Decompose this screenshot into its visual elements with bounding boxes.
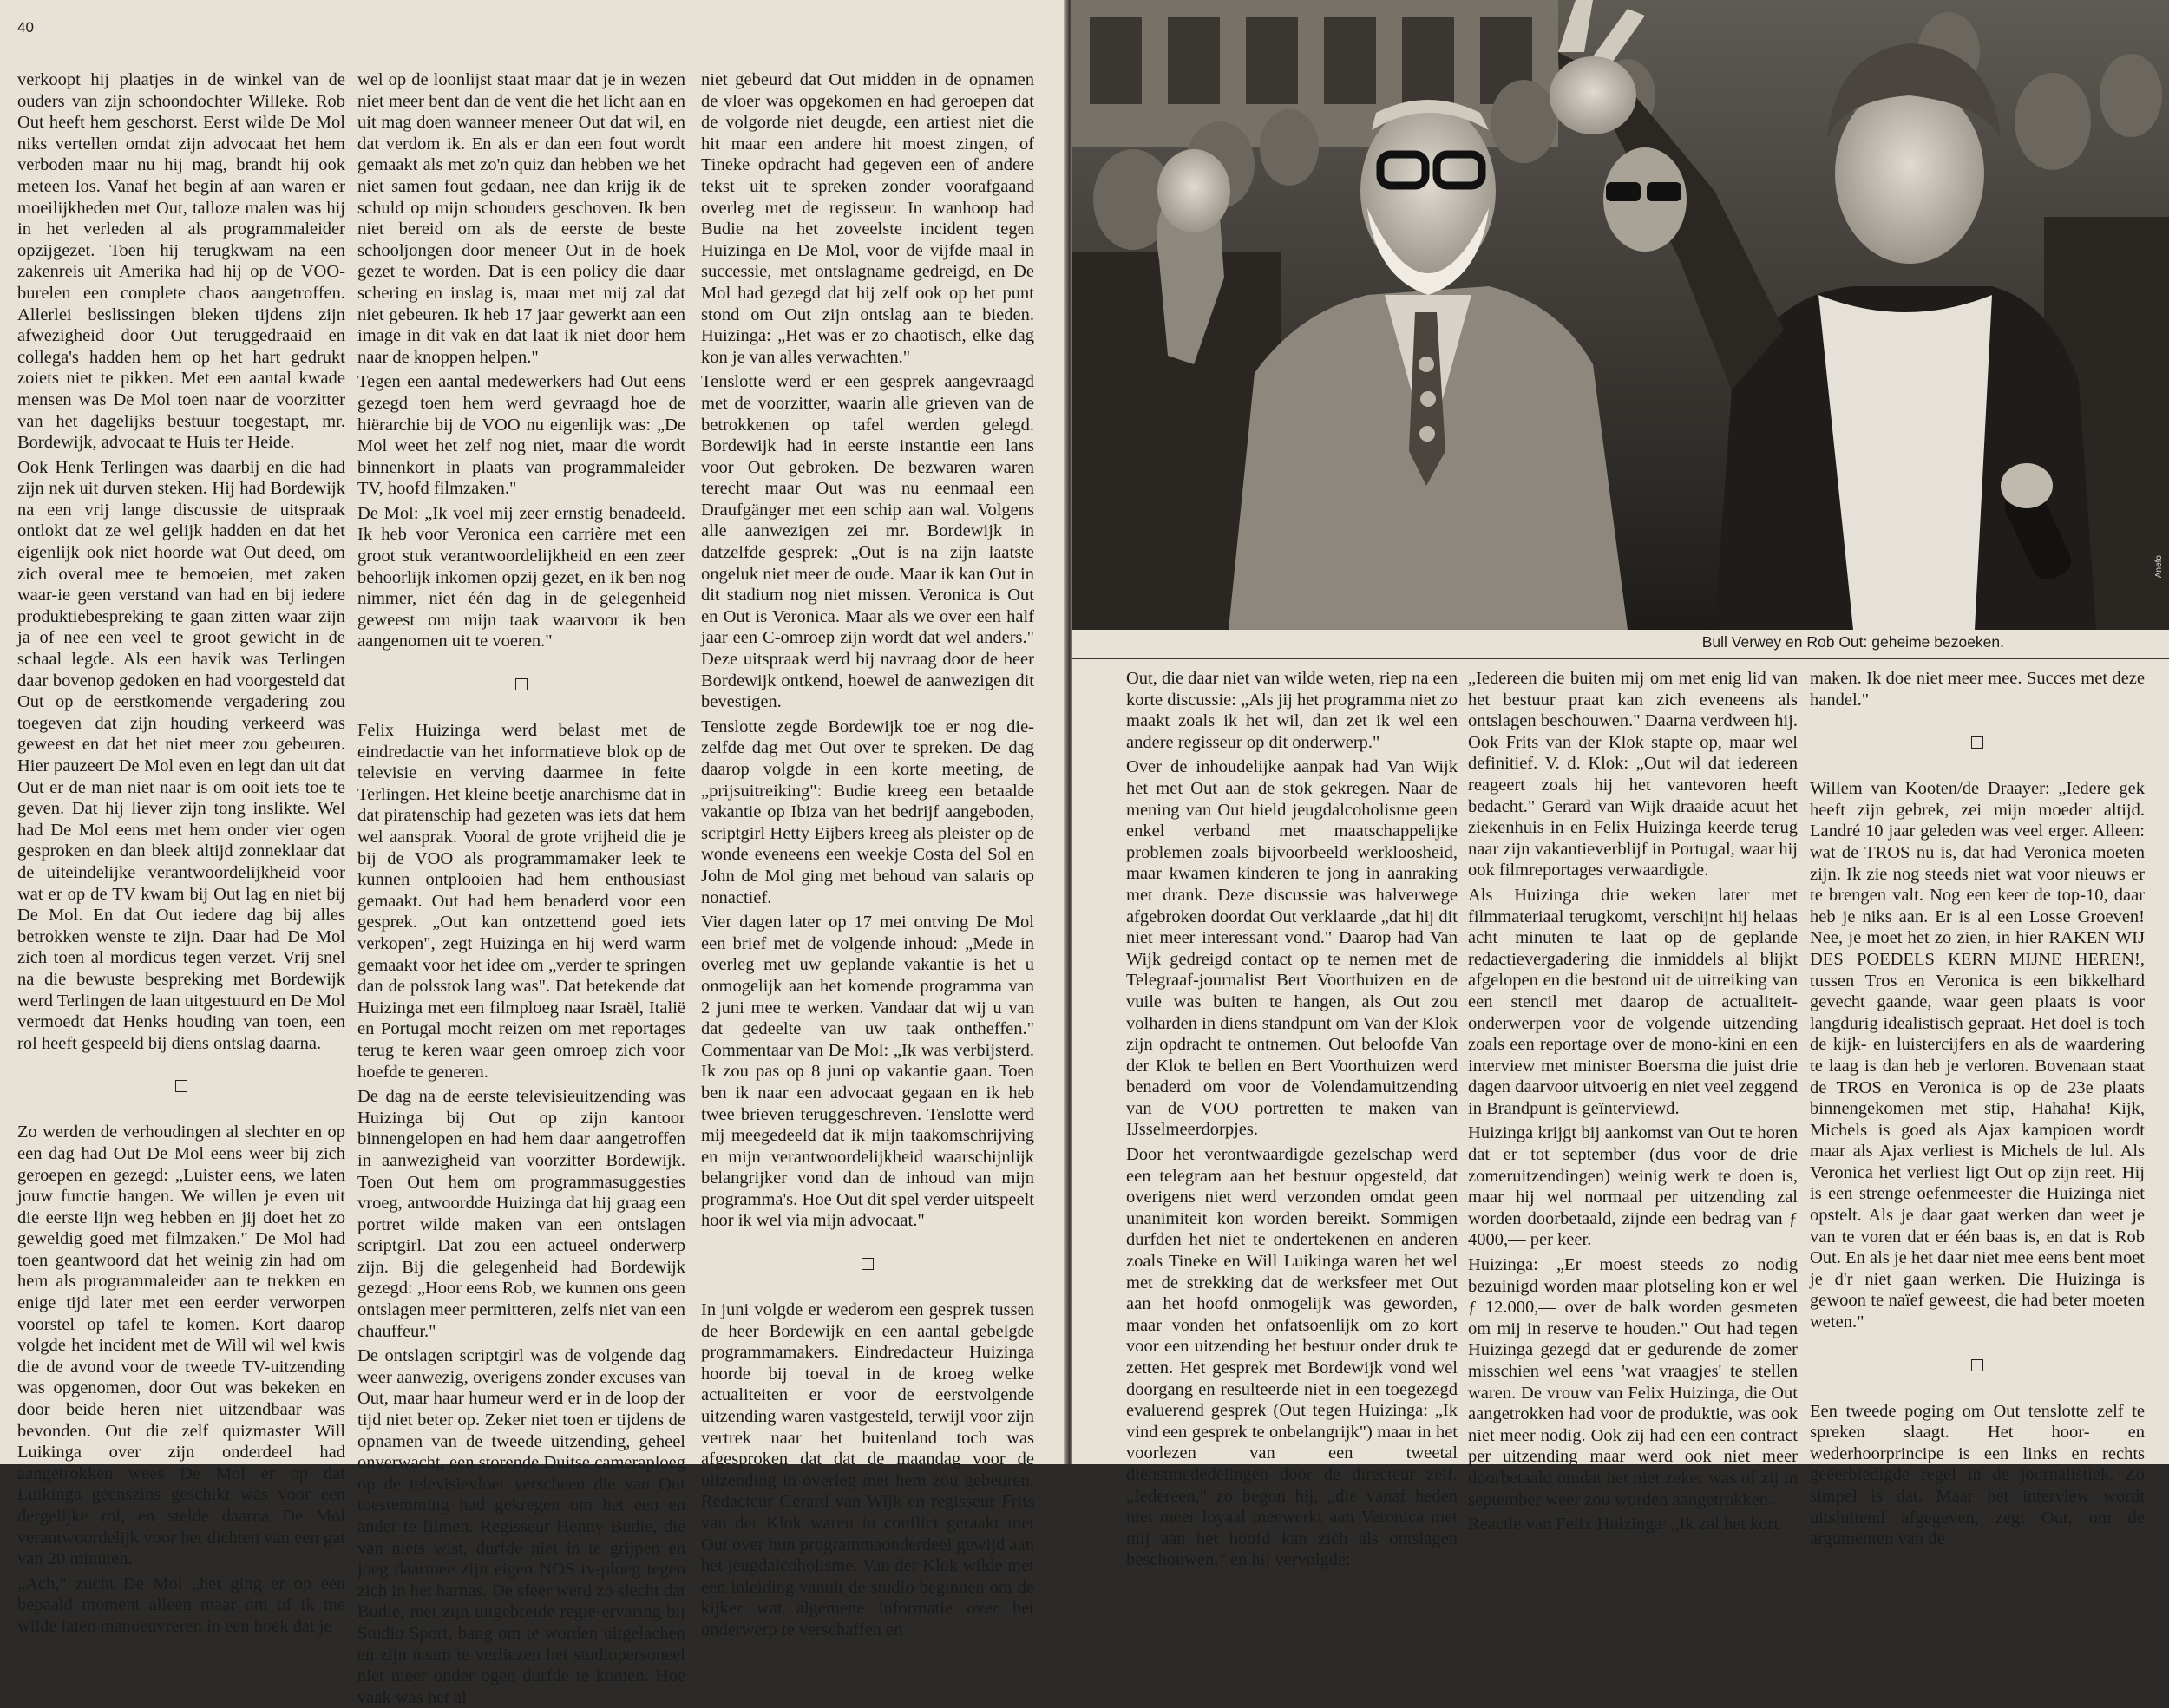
paragraph: Tenslotte zegde Bordewijk toe er nog die-zelfde dag met Out over te spreken. De dag daarop volgde in een korte meeting, de „prijsuitreiking": Budie kreeg een betaalde vakantie op Ibiza van het bedrijf aangeboden, scriptgirl Hetty Eijbers kreeg als pleister op de wonde eveneens een weekje Costa del Sol en John de Mol ging met behoud van salaris op nonactief. xyxy=(701,717,1034,907)
news-photo xyxy=(1072,0,2169,630)
paragraph: Out, die daar niet van wilde weten, riep na een korte discussie: „Als jij het programma niet zo maakt zoals ik het wil, dan zet ik wel een andere regisseur op dit onderwerp." xyxy=(1126,669,1458,752)
paragraph: Een tweede poging om Out tenslotte zelf te spreken slaagt. Het hoor- en wederhoorprincipe is een links en rechts geëerbiedigde regel in de journalistiek. Zo simpel is dat. Maar het interview wordt uitsluitend afgegeven, zegt Out, om de argumenten van de xyxy=(1810,1401,2145,1549)
paragraph: niet gebeurd dat Out midden in de opnamen de vloer was opgekomen en had geroepen dat de volgorde niet deugde, een artiest niet die hit maar een andere hit moest zingen, of Tineke opdracht had gegeven een of andere tekst uit te spreken zonder voorafgaand overleg met de regisseur. In wanhoop had Budie na het zoveelste incident tegen Huizinga en De Mol, voor de vijfde maal in successie, met ontslagname gedreigd, en De Mol had gezegd dat hij zelf ook op het punt stond om Out zijn ontslag aan te bieden. Huizinga: „Het was er zo chaotisch, elke dag kon je van alles verwachten." xyxy=(701,70,1034,367)
photo-credit: Anefo xyxy=(2154,555,2164,579)
paragraph: De ontslagen scriptgirl was de volgende dag weer aanwezig, overigens zonder excuses van Out, maar haar humeur werd er in de loop der tijd niet beter op. Zeker niet toen er tijdens de opnamen van de tweede uitzending, geheel onverwacht, een storende Duitse cameraploeg op de televisievloer verscheen die van Out toestemming had gekregen om het een en ander te filmen. Regisseur Henny Budie, die van niets wist, durfde niet in te grijpen en joeg daarmee zijn eigen NOS tv-ploeg tegen zich in het harnas. De sfeer werd zo slecht dat Budie, met zijn uitgebreide regie-ervaring bij Studio Sport, bang om te worden uitgelachen en zijn naam te verliezen het studiopersoneel niet meer onder ogen durfde te komen. Hoe vaak was het al xyxy=(357,1346,685,1707)
left-page xyxy=(0,0,1065,1707)
right-column-3 xyxy=(1810,668,2145,1550)
paragraph: Reactie van Felix Huizinga: „Ik zal het kort xyxy=(1468,1515,1779,1535)
paragraph: In juni volgde er wederom een gesprek tussen de heer Bordewijk en een aantal gebelgde programmamakers. Eindredacteur Huizinga hoorde bij toeval in de kroeg welke actualiteiten er voor de eerstvolgende uitzending waren vastgesteld, terwijl voor zijn vertrek naar het buitenland toch was afgesproken dat dat de maandag voor de uitzending in overleg met hem zou gebeuren. Redacteur Gerard van Wijk en regisseur Frits van der Klok waren in conflict geraakt met Out over hun programmaonderdeel gewijd aan het jeugdalcoholisme. Van der Klok wilde met een inleiding vanuit de studio beginnen om de kijker wat algemene informatie over het onderwerp te verschaffen en xyxy=(701,1300,1034,1639)
section-separator xyxy=(175,1080,187,1092)
right-column-1 xyxy=(1126,668,1458,1571)
section-separator xyxy=(515,678,528,690)
right-column-2 xyxy=(1468,668,1798,1535)
paragraph: wel op de loonlijst staat maar dat je in wezen niet meer bent dan de vent die het licht aan en uit mag doen wanneer meneer Out dat wil, en dat verdom ik. En als er dan een fout wordt gemaakt als met zo'n quiz dan hebben we het niet samen fout gedaan, nee dan krijg ik de schuld op mijn schouders geschoven. Ik ben niet bereid om als de eerste de beste schooljongen door meneer Out in de hoek gezet te worden. Dat is een policy die daar schering en inslag is, maar met mij zal dat niet gebeuren. Ik heb 17 jaar gewerkt aan een image in dit vak en dat laat ik niet door hem naar de knoppen helpen." xyxy=(357,70,685,367)
right-page xyxy=(1072,0,2169,1570)
paragraph: Als Huizinga drie weken later met filmmateriaal terugkomt, verschijnt hij helaas acht minuten te laat op de geplande redactievergadering die inmiddels al blijkt afgelopen en die bestond uit de uitreiking van een stencil met daarop de actualiteit-onderwerpen voor de volgende uitzending zoals een reportage over de mono-kini en een interview met minister Boersma die juist drie dagen daarvoor uitvoerig en niet veel zeggend in Brandpunt is geïnterviewd. xyxy=(1468,885,1798,1118)
paragraph: verkoopt hij plaatjes in de winkel van de ouders van zijn schoondochter Willeke. Rob Out heeft hem geschorst. Eerst wilde De Mol niks vertellen omdat zijn advocaat het hem verboden maar nu hij mag, brandt hij ook meteen los. Vanaf het begin af aan waren er moeilijkheden met Out, talloze malen was hij in het verleden al als programmaleider opzijgezet. Toen hij terugkwam na een zakenreis uit Amerika had hij op de VOO-burelen een complete chaos aangetroffen. Allerlei beslissingen bleken tijdens zijn afwezigheid door Out teruggedraaid en collega's hadden hem op het hart gedrukt zoiets niet te pikken. Met een aantal kwade mensen was De Mol toen naar de voorzitter van het dagelijks bestuur toegestapt, mr. Bordewijk, advocaat te Huis ter Heide. xyxy=(17,70,345,453)
paragraph: Willem van Kooten/de Draayer: „Iedere gek heeft zijn gebrek, zei mijn moeder altijd. Landré 10 jaar geleden was veel erger. Alleen: wat de TROS nu is, dat had Veronica moeten zijn. Ik zie nog steeds niet wat voor nieuws er te brengen valt. Nog een keer de top-10, daar heb je niks aan. Er is al een Losse Groeven! Nee, je moet het zo zien, in hier RAKEN WIJ DES POEDELS KERN MIJNE HEREN!, tussen Tros en Veronica is een bikkelhard gevecht gaande, waar geen plaats is voor langdurig idealistisch gepraat. Het doel is toch de kijk- en luistercijfers en als de waardering te laag is dan heb je verloren. Bovenaan staat de TROS en Veronica is op de 23e plaats binnengekomen met stip, Hahaha! Kijk, Michels is goed als Ajax kampioen wordt maar als Ajax verliest is Michels de lul. Als Veronica het verliest ligt Out op zijn reet. Hij is een strenge oefenmeester die Huizinga niet opstelt. Als je daar gaat werken dan weet je van te voren dat er één baas is, en dat is Rob Out. En als je het daar niet mee eens bent moet je d'r niet gaan werken. Die Huizinga is gewoon te naïef geweest, die had beter moeten weten." xyxy=(1810,779,2145,1332)
photo-caption: Bull Verwey en Rob Out: geheime bezoeken. xyxy=(1701,633,2004,651)
paragraph: Over de inhoudelijke aanpak had Van Wijk het met Out aan de stok gekregen. Naar de mening van Out hield jeugdalcoholisme geen enkel verband met maatschappelijke problemen zoals bijvoorbeeld werkloosheid, maar kwamen kinderen te jong in aanraking met drank. Deze discussie was halverwege afgebroken doordat Out verklaarde „dat hij dit niet meer interessant vond." Daarop had Van Wijk gedreigd contact op te nemen met de Telegraaf-journalist Bert Voorthuizen en de vuile was buiten te hangen, als Out zou volharden in diens standpunt om Van der Klok zijn opdracht te ontnemen. Out beloofde Van der Klok te bellen en Bert Voorthuizen werd benaderd om voor de Volendamuitzending van de VOO portretten te maken van IJsselmeerdorpjes. xyxy=(1126,757,1458,1140)
paragraph: maken. Ik doe niet meer mee. Succes met deze handel." xyxy=(1810,669,2145,710)
section-separator xyxy=(1971,736,1983,749)
paragraph: De Mol: „Ik voel mij zeer ernstig benadeeld. Ik heb voor Veronica een carrière met een groot stuk verantwoordelijkheid en een zeer behoorlijk inkomen opzij gezet, en ik ben nog nimmer, niet één dag in de gelegenheid geweest om mijn taak waarvoor ik ben aangenomen uit te voeren." xyxy=(357,503,685,651)
photo-illustration xyxy=(1072,0,2169,630)
left-column-3 xyxy=(701,69,1034,1641)
paragraph: Ook Henk Terlingen was daarbij en die had zijn nek uit durven steken. Hij had Bordewijk na een vrij lange discussie de uitspraak ontlokt dat ze wel gelijk hadden en dat het eigenlijk ook niet hoorde wat Out deed, om zich overal mee te bemoeien, met zaken waar-ie geen verstand van had en bij iedere produktiebespreking te gaan zitten waar zijn ja of nee een veel te groot gewicht in de schaal legde. Als een havik was Terlingen daar bovenop gedoken en had voorgesteld dat Out op de eerstkomende vergadering zou toegeven dat zijn houding verkeerd was geweest en dat het niet meer zou gebeuren. Hier pauzeert De Mol even en legt dan uit dat Out er de man niet naar is om ooit iets toe te geven. Dat hij liever zijn tong inslikte. Wel had De Mol eens met hem onder vier ogen gesproken en dan bleek altijd zonneklaar dat de uiteindelijke verantwoordelijkheid voor wat er op de TV kwam bij Out lag en niet bij De Mol. En dat Out iedere dag bij alles betrokken wenste te zijn. Daar had De Mol zich toen al mordicus tegen verzet. Vrij snel na die bewuste bespreking met Bordewijk werd Terlingen de laan uitgestuurd en De Mol vermoedt dat Henks houding van toen, een rol heeft gespeeld bij diens ontslag daarna. xyxy=(17,457,345,1053)
section-separator xyxy=(1971,1359,1983,1371)
paragraph: „Iedereen die buiten mij om met enig lid van het bestuur praat kan zich eveneens als ontslagen beschouwen." Daarna verdween hij. Ook Frits van der Klok stapte op, maar wel definitief. V. d. Klok: „Out wil dat iedereen reageert zoals hij het vantevoren heeft bedacht." Gerard van Wijk draaide acuut het ziekenhuis in en Felix Huizinga keerde terug naar zijn vakantieverblijf in Portugal, waar hij ook filmreportages verwaardigde. xyxy=(1468,669,1798,880)
paragraph: Vier dagen later op 17 mei ontving De Mol een brief met de volgende inhoud: „Mede in overleg met uw geplande vakantie is het u onmogelijk aan het komende programma van 2 juni mee te werken. Vandaar dat wij u van dat gedeelte van uw taak ontheffen." Commentaar van De Mol: „Ik was verbijsterd. Ik zou pas op 8 juni op vakantie gaan. Toen ben ik naar een advocaat gegaan en ik heb twee brieven teruggeschreven. Tenslotte werd mij meegedeeld dat ik mijn taakomschrijving en mijn verantwoordelijkheid waarschijnlijk belangrijker vond dan de inhoud van mijn programma's. Hoe Out dit spel verder uitspeelt hoor ik wel via mijn advocaat." xyxy=(701,913,1034,1231)
paragraph: De dag na de eerste televisieuitzending was Huizinga bij Out op zijn kantoor binnengelopen en had hem daar aangetroffen in aanwezigheid van voorzitter Bordewijk. Toen Out hem om programmasuggesties vroeg, antwoordde Huizinga dat hij graag een portret wilde maken van een ontslagen scriptgirl. Dat zou een actueel onderwerp zijn. Bij die gelegenheid had Bordewijk gezegd: „Hoor eens Rob, we kunnen ons geen ontslagen meer permitteren, zelfs niet van een chauffeur." xyxy=(357,1087,685,1341)
paragraph: Felix Huizinga werd belast met de eindredactie van het informatieve blok op de televisie en verving daarmee in feite Terlingen. Het kleine beetje anarchisme dat in dat piratenschip had gezeten was iets dat hem wel aansprak. Vooral de grote vrijheid die je bij de VOO als programmamaker leek te kunnen ontplooien had hem enthousiast gemaakt. Out had hem benaderd voor een gesprek. „Out kan ontzettend goed iets verkopen", zegt Huizinga en hij werd warm gemaakt voor het idee om „verder te springen dan de polsstok lang was". Dat betekende dat Huizinga met een filmploeg naar Israël, Italië en Portugal mocht reizen om met reportages terug te keren waar geen omroep zich voor hoefde te generen. xyxy=(357,721,685,1082)
section-separator xyxy=(862,1258,874,1270)
left-column-2 xyxy=(357,69,685,1708)
paragraph: Door het verontwaardigde gezelschap werd een telegram aan het bestuur opgesteld, dat overigens niet werd verzonden omdat geen unanimiteit kon worden bereikt. Sommigen durfden het niet te ondertekenen en anderen zoals Tineke en Will Luikinga waren het wel met de strekking dat de werksfeer met Out aan het hoofd onmogelijk was geworden, maar vonden het onfatsoenlijk om zo kort voor een uitzending het bestuur onder druk te zetten. Het gesprek met Bordewijk vond wel doorgang en resulteerde niet in een toegezegd evaluerend gesprek (Out tegen Huizinga: „Ik vind een gesprek te onbelangrijk") maar in het voorlezen van een tweetal dienstmededelingen door de directeur zelf. „Iedereen," zo begon hij, „die vanaf heden niet meer loyaal meewerkt aan Veronica met mij aan het hoofd kan zich als ontslagen beschouwen," en hij vervolgde: xyxy=(1126,1145,1458,1570)
page-number: 40 xyxy=(17,19,34,36)
paragraph: Huizinga: „Er moest steeds zo nodig bezuinigd worden maar plotseling kon er wel ƒ 12.000,— over de balk worden gesmeten om mij in reserve te houden." Out had tegen Huizinga gezegd dat er gedurende de zomer misschien wel eens 'wat vraagjes' te stellen waren. De vrouw van Felix Huizinga, die Out aangetrokken had voor de produktie, was ook niet meer nodig. Ook zij had een een contract per uitzending maar werd ook niet meer doorbetaald omdat het niet zeker was of zij in september weer zou worden aangetrokken. xyxy=(1468,1255,1798,1509)
caption-rule xyxy=(1072,658,2169,659)
paragraph: Huizinga krijgt bij aankomst van Out te horen dat er tot september (dus voor de drie zomeruitzendingen) weinig werk te doen is, maar hij wel normaal per uitzending zal worden doorbetaald, zijnde een bedrag van ƒ 4000,— per keer. xyxy=(1468,1123,1798,1250)
paragraph: „Ach," zucht De Mol „het ging er op een bepaald moment alleen maar om of ik me wilde laten manoeuvreren in een hoek dat je xyxy=(17,1574,345,1636)
paragraph: Tenslotte werd er een gesprek aangevraagd met de voorzitter, waarin alle grieven van de betrokkenen op tafel werden gelegd. Bordewijk had in eerste instantie een lans voor Out gebroken. De bezwaren waren terecht maar Out was nu eenmaal een Draufgänger met een schip aan wal. Volgens alle aanwezigen zei mr. Bordewijk in datzelfde gesprek: „Out is na zijn laatste ongeluk niet meer de oude. Maar ik kan Out in dit stadium nog niet missen. Veronica is Out en Out is Veronica. Maar als we over een half jaar een C-omroep zijn wordt dat wel anders." Deze uitspraak werd bij navraag door de heer Bordewijk ontkend, hoewel de aanwezigen dit bevestigen. xyxy=(701,372,1034,712)
left-column-1 xyxy=(17,69,345,1638)
paragraph: Zo werden de verhoudingen al slechter en op een dag had Out De Mol eens weer bij zich geroepen en gezegd: „Luister eens, we laten jouw functie hangen. We willen je even uit die eerste lijn weg hebben en jij doet het zo geweldig goed met filmzaken." De Mol had toen geantwoord dat het weinig zin had om hem als programmaleider aan te trekken en enige tijd later met een eerder verworpen voorstel op tafel te komen. Kort daarop volgde het incident met de Will wil wel kwis die de avond voor de tweede TV-uitzending was opgenomen, door Out was bekeken en door beide heren niet uitzendbaar was bevonden. Out die zelf quizmaster Will Luikinga over zijn onderdeel had aangetrokken wees De Mol er op dat Luikinga geenszins geschikt was voor een dergelijke rol, en stelde daarna De Mol verantwoordelijk voor het dichten van een gat van 20 minuten. xyxy=(17,1122,345,1569)
paragraph: Tegen een aantal medewerkers had Out eens gezegd toen hem werd gevraagd hoe de hiërarchie bij de VOO nu eigenlijk was: „De Mol weet het zelf nog niet, maar die wordt binnenkort in plaats van programmaleider TV, hoofd filmzaken." xyxy=(357,372,685,499)
